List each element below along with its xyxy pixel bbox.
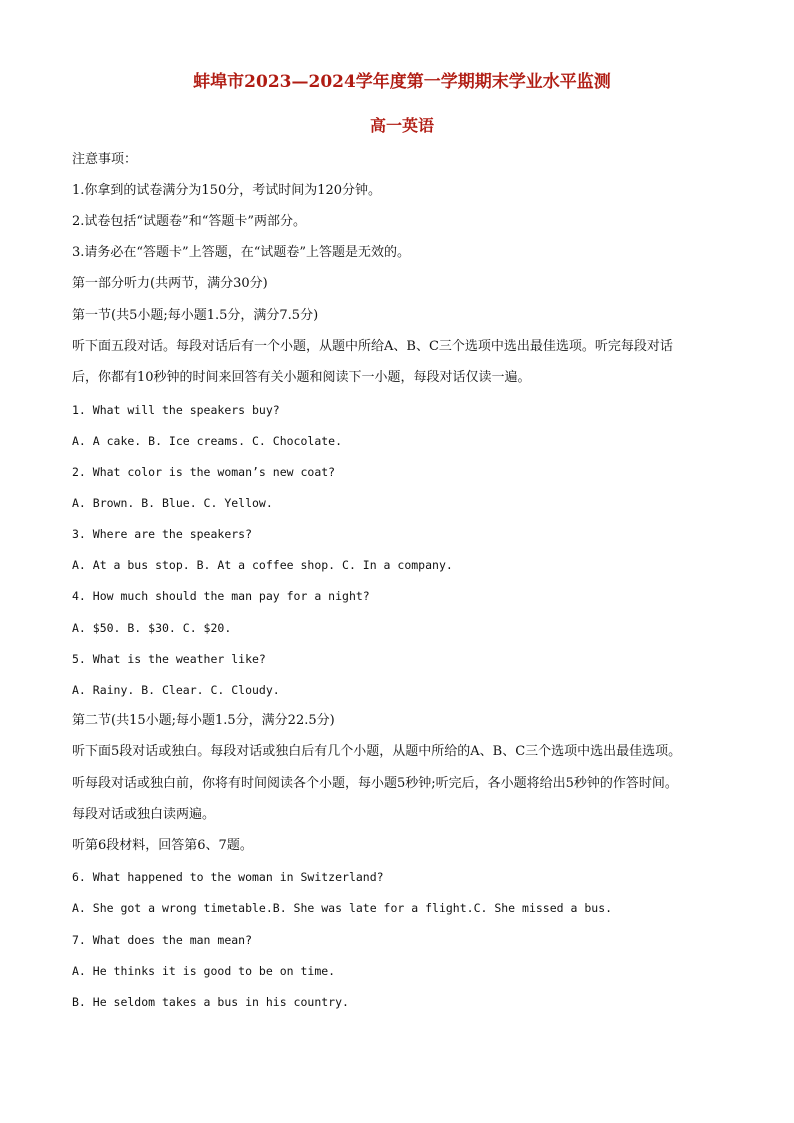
question-6-options: A. She got a wrong timetable.B. She was late for a flight.C. She missed a bus. bbox=[72, 901, 613, 915]
section1-instruction-2: 后，你都有10秒钟的时间来回答有关小题和阅读下一小题，每段对话仅读一遍。 bbox=[72, 370, 531, 385]
question-7: 7. What does the man mean? bbox=[72, 933, 253, 947]
part1-heading: 第一部分听力(共两节，满分30分) bbox=[72, 276, 268, 291]
question-4: 4. How much should the man pay for a night? bbox=[72, 589, 370, 603]
question-3: 3. Where are the speakers? bbox=[72, 527, 253, 541]
section1-instruction-1: 听下面五段对话。每段对话后有一个小题，从题中所给A、B、C三个选项中选出最佳选项。听完每段对话 bbox=[72, 339, 673, 354]
question-2-options: A. Brown. B. Blue. C. Yellow. bbox=[72, 496, 273, 510]
question-7-option-b: B. He seldom takes a bus in his country. bbox=[72, 995, 349, 1009]
note-item-2: 2.试卷包括“试题卷”和“答题卡”两部分。 bbox=[72, 214, 306, 229]
note-item-3: 3.请务必在“答题卡”上答题，在“试题卷”上答题是无效的。 bbox=[72, 245, 410, 260]
exam-title: 蚌埠市2023—2024学年度第一学期期末学业水平监测 bbox=[193, 72, 611, 92]
question-4-options: A. $50. B. $30. C. $20. bbox=[72, 621, 232, 635]
exam-subtitle: 高一英语 bbox=[369, 116, 434, 135]
section2-heading: 第二节(共15小题;每小题1.5分，满分22.5分) bbox=[72, 713, 335, 728]
question-3-options: A. At a bus stop. B. At a coffee shop. C. In a company. bbox=[72, 558, 453, 572]
question-7-option-a: A. He thinks it is good to be on time. bbox=[72, 964, 336, 978]
question-6: 6. What happened to the woman in Switzerland? bbox=[72, 870, 384, 884]
material-6-intro: 听第6段材料，回答第6、7题。 bbox=[72, 838, 253, 853]
question-5-options: A. Rainy. B. Clear. C. Cloudy. bbox=[72, 683, 280, 697]
question-2: 2. What color is the woman’s new coat? bbox=[72, 465, 336, 479]
section2-instruction-2: 听每段对话或独白前，你将有时间阅读各个小题，每小题5秒钟;听完后，各小题将给出5秒钟的作答时间。 bbox=[72, 776, 678, 791]
section1-heading: 第一节(共5小题;每小题1.5分，满分7.5分) bbox=[72, 308, 319, 323]
section2-instruction-1: 听下面5段对话或独白。每段对话或独白后有几个小题，从题中所给的A、B、C三个选项中选出最佳选项。 bbox=[72, 744, 682, 759]
section2-instruction-3: 每段对话或独白读两遍。 bbox=[72, 807, 216, 822]
question-5: 5. What is the weather like? bbox=[72, 652, 266, 666]
question-1: 1. What will the speakers buy? bbox=[72, 403, 280, 417]
note-item-1: 1.你拿到的试卷满分为150分，考试时间为120分钟。 bbox=[72, 183, 382, 198]
question-1-options: A. A cake. B. Ice creams. C. Chocolate. bbox=[72, 434, 343, 448]
notes-heading: 注意事项： bbox=[72, 152, 138, 167]
